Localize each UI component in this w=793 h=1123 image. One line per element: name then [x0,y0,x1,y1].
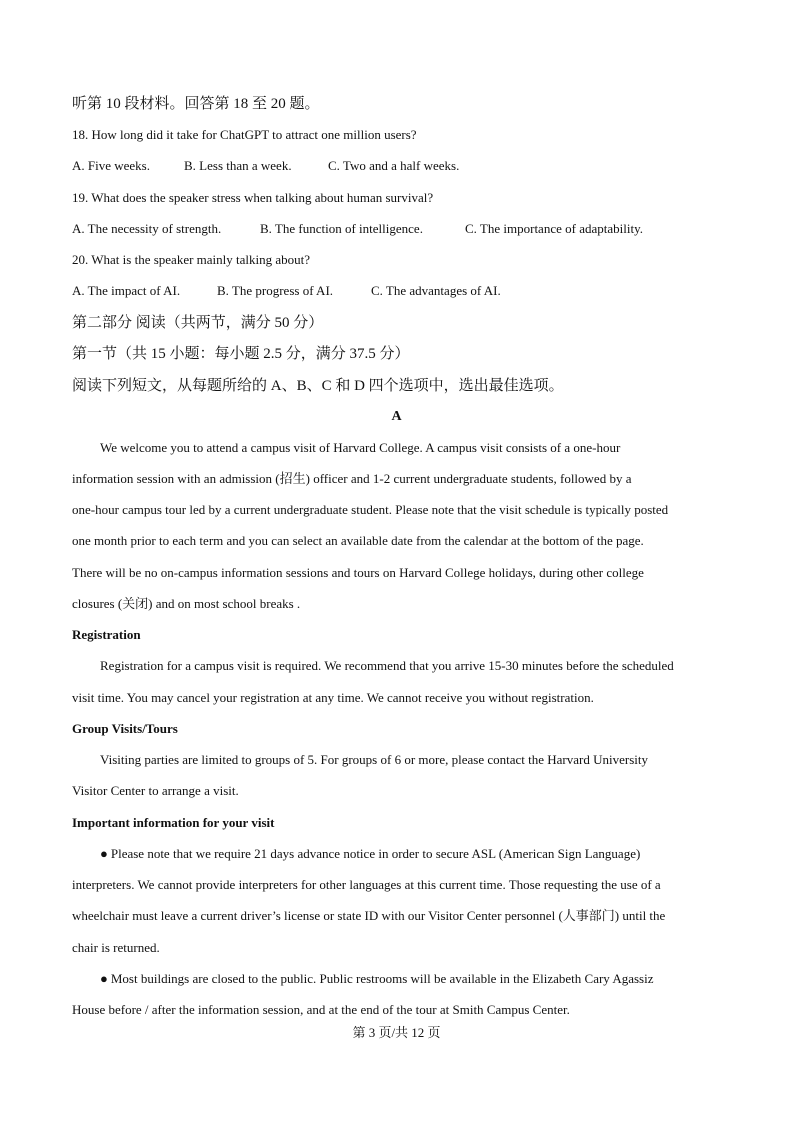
option-20-b: B. The progress of AI. [217,283,334,298]
option-18-b: B. Less than a week. [184,158,292,173]
bullet-icon: ● [100,846,108,861]
registration-heading: Registration [72,627,141,642]
bullet-line: chair is returned. [72,940,160,955]
bullet-text: Please note that we require 21 days advance notice in order to secure ASL (American Sign Language) [110,846,641,861]
passage-line: one-hour campus tour led by a current undergraduate student. Please note that the visit schedule is typically posted [72,502,669,517]
option-20-a: A. The impact of AI. [72,283,181,298]
option-19-c: C. The importance of adaptability. [465,221,643,236]
passage-label: A [391,409,402,424]
passage-line: There will be no on-campus information sessions and tours on Harvard College holidays, during other college [72,565,644,580]
bullet-item-2 [100,970,654,988]
option-19-a: A. The necessity of strength. [72,221,222,236]
bullet-text: Most buildings are closed to the public. Public restrooms will be available in the Elizabeth Cary Agassiz [110,971,654,986]
question-20-stem: 20. What is the speaker mainly talking about? [72,252,311,267]
question-18-stem: 18. How long did it take for ChatGPT to attract one million users? [72,127,417,142]
question-19-options [72,220,643,238]
registration-line: Registration for a campus visit is required. We recommend that you arrive 15-30 minutes before the scheduled [100,658,674,673]
group-visits-heading: Group Visits/Tours [72,721,178,736]
passage-line: one month prior to each term and you can select an available date from the calendar at the bottom of the page. [72,533,644,548]
bullet-line: interpreters. We cannot provide interpreters for other languages at this current time. Those requesting the use of a [72,877,661,892]
passage-line: We welcome you to attend a campus visit of Harvard College. A campus visit consists of a one-hour [100,440,621,455]
part-two-title: 第二部分 阅读（共两节，满分 50 分） [72,315,324,331]
important-info-heading: Important information for your visit [72,815,275,830]
question-19-stem: 19. What does the speaker stress when talking about human survival? [72,190,434,205]
question-18-options [72,157,459,175]
passage-line: closures (关闭) and on most school breaks . [72,596,301,611]
registration-line: visit time. You may cancel your registration at any time. We cannot receive you without registration. [72,690,594,705]
option-18-c: C. Two and a half weeks. [328,158,460,173]
bullet-line: wheelchair must leave a current driver’s license or state ID with our Visitor Center personnel (人事部门) until the [72,908,666,923]
reading-instruction: 阅读下列短文，从每题所给的 A、B、C 和 D 四个选项中，选出最佳选项。 [72,378,564,394]
group-visits-line: Visitor Center to arrange a visit. [72,783,239,798]
option-19-b: B. The function of intelligence. [260,221,423,236]
group-visits-line: Visiting parties are limited to groups of 5. For groups of 6 or more, please contact the Harvard University [100,752,648,767]
question-20-options [72,282,501,300]
section-one-title: 第一节（共 15 小题：每小题 2.5 分，满分 37.5 分） [72,346,410,362]
bullet-line: House before / after the information session, and at the end of the tour at Smith Campus Center. [72,1002,570,1017]
passage-line: information session with an admission (招生) officer and 1-2 current undergraduate students, followed by a [72,471,632,486]
bullet-icon: ● [100,971,108,986]
bullet-item-1 [100,845,640,863]
listening-instruction: 听第 10 段材料。回答第 18 至 20 题。 [72,96,320,112]
option-18-a: A. Five weeks. [72,158,150,173]
page-number: 第 3 页/共 12 页 [352,1025,441,1040]
option-20-c: C. The advantages of AI. [371,283,501,298]
